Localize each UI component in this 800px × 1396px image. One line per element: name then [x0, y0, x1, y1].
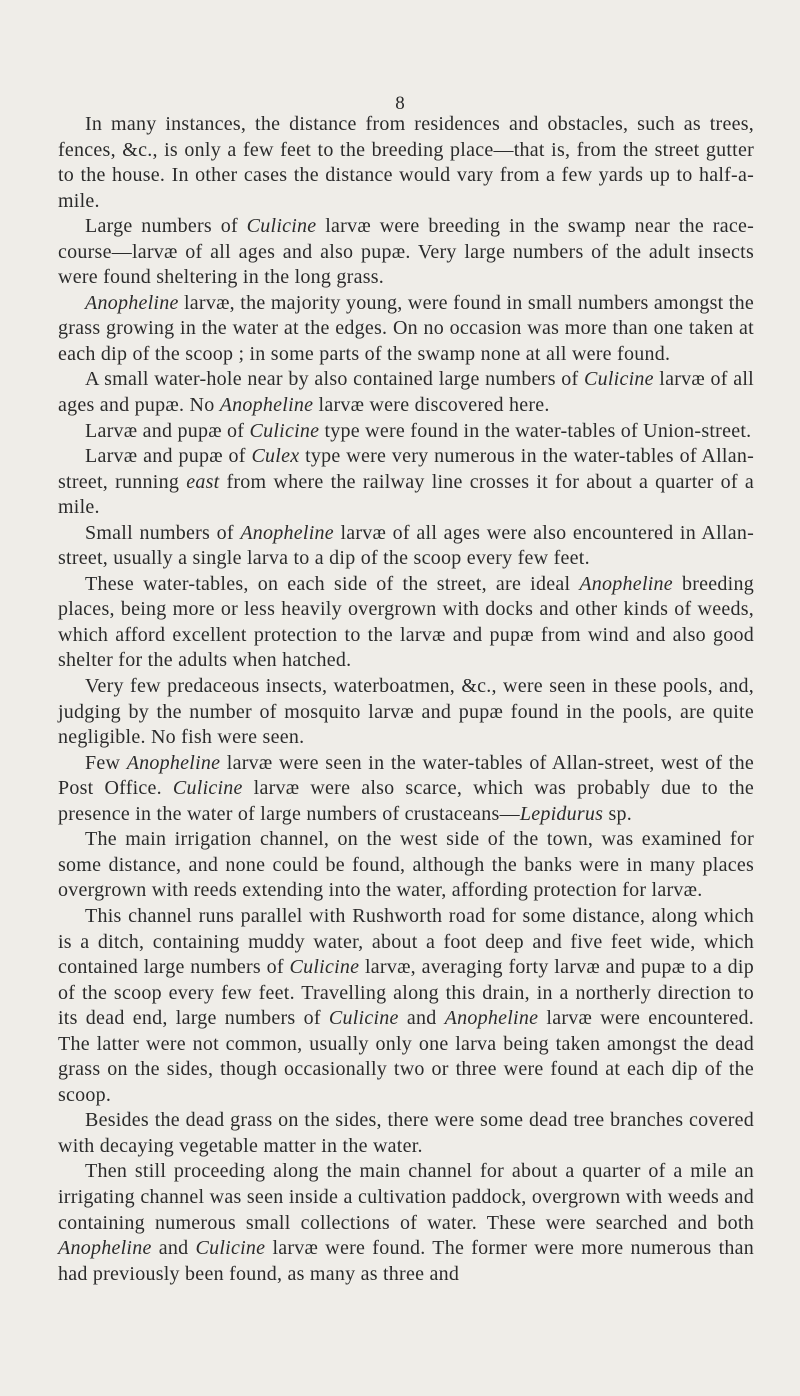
italic-term: Anopheline: [126, 751, 221, 774]
text-run: This channel runs parallel with Rushworth road for some distance, along which is a ditch, containing muddy water, about a foot deep and five feet wide, which contained large numbers of: [58, 904, 754, 979]
italic-term: Culex: [251, 445, 300, 468]
text-run: larvæ were also scarce, which was probably due to the presence in the water of large numbers of crustaceans—: [58, 777, 754, 825]
paragraph: [58, 112, 754, 214]
italic-term: Culicine: [172, 777, 243, 800]
paragraph: [58, 904, 754, 1108]
paragraph: [58, 521, 754, 572]
text-run: type were very numerous in the water-tables of Allan-street, running: [58, 445, 754, 493]
text-run: larvæ were found. The former were more numerous than had previously been found, as many as three and: [58, 1237, 754, 1285]
paragraph: [58, 419, 754, 445]
text-run: larvæ of all ages were also encountered in Allan-street, usually a single larva to a dip of the scoop every few feet.: [58, 521, 754, 570]
paragraph: [58, 827, 754, 904]
italic-term: Lepidurus: [519, 802, 604, 825]
italic-term: Culicine: [195, 1237, 266, 1260]
paragraph: [58, 572, 754, 674]
paragraph: [58, 1108, 754, 1159]
paragraph: [58, 367, 754, 418]
italic-term: Anopheline: [444, 1007, 539, 1030]
italic-term: Anopheline: [219, 394, 314, 417]
text-run: The main irrigation channel, on the west side of the town, was examined for some distance, and none could be found, although the banks were in many places overgrown with reeds extending into the water, affording protection for larvæ.: [58, 828, 754, 902]
text-run: Few: [85, 751, 127, 774]
italic-term: Anopheline: [579, 572, 673, 595]
text-run: larvæ were breeding in the swamp near the race-course—larvæ of all ages and also pupæ. Very large numbers of the adult insects were found sheltering in the long grass.: [58, 215, 754, 289]
text-run: A small water-hole near by also contained large numbers of: [85, 368, 584, 391]
text-run: sp.: [603, 802, 633, 825]
paragraph: [58, 674, 754, 751]
text-run: larvæ, averaging forty larvæ and pupæ to a dip of the scoop every few feet. Travelling along this drain, in a northerly direction to its dead end, large numbers of: [58, 956, 754, 1030]
paragraph: [58, 1159, 754, 1287]
text-run: In many instances, the distance from residences and obstacles, such as trees, fences, &c., is only a few feet to the breeding place—that is, from the street gutter to the house. In other cases the distance would vary from a few yards up to half-a-mile.: [58, 113, 754, 212]
paragraph: [58, 751, 754, 828]
italic-term: Anopheline: [85, 291, 179, 314]
text-run: from where the railway line crosses it for about a quarter of a mile.: [58, 470, 754, 519]
text-run: larvæ were discovered here.: [313, 394, 550, 417]
text-run: Larvæ and pupæ of: [85, 419, 250, 442]
text-run: larvæ were seen in the water-tables of Allan-street, west of the Post Office.: [58, 751, 754, 800]
text-run: Small numbers of: [85, 521, 241, 544]
italic-term: Anopheline: [240, 521, 334, 544]
italic-term: Anopheline: [58, 1237, 152, 1260]
italic-term: Culicine: [584, 368, 654, 391]
text-run: Large numbers of: [85, 215, 247, 238]
text-run: and: [398, 1007, 445, 1030]
italic-term: Culicine: [289, 956, 360, 979]
paragraph: [58, 291, 754, 368]
text-run: type were found in the water-tables of Union-street.: [319, 419, 752, 442]
italic-term: east: [186, 470, 220, 493]
paragraph: [58, 444, 754, 521]
text-run: breeding places, being more or less heavily overgrown with docks and other kinds of weeds, which afford excellent protection to the larvæ and pupæ from wind and also good shelter for the adults when hatched.: [58, 572, 754, 672]
italic-term: Culicine: [249, 419, 320, 442]
page-number: 8: [395, 93, 405, 114]
text-run: Very few predaceous insects, waterboatmen, &c., were seen in these pools, and, judging by the number of mosquito larvæ and pupæ found in the pools, are quite negligible. No fish were seen.: [58, 675, 754, 749]
text-run: Besides the dead grass on the sides, there were some dead tree branches covered with decaying vegetable matter in the water.: [58, 1109, 754, 1157]
italic-term: Culicine: [246, 215, 317, 238]
italic-term: Culicine: [328, 1007, 399, 1030]
paragraph: [58, 214, 754, 291]
text-run: Then still proceeding along the main channel for about a quarter of a mile an irrigating channel was seen inside a cultivation paddock, overgrown with weeds and containing numerous small collections of water. These were searched and both: [58, 1160, 754, 1234]
text-run: and: [151, 1237, 196, 1260]
body-text: [58, 112, 754, 1287]
text-run: larvæ, the majority young, were found in small numbers amongst the grass growing in the water at the edges. On no occasion was more than one taken at each dip of the scoop ; in some parts of the swamp none at all were found.: [58, 291, 754, 365]
text-run: larvæ were encountered. The latter were not common, usually only one larva being taken amongst the dead grass on the sides, though occasionally two or three were found at each dip of the scoop.: [58, 1007, 754, 1106]
text-run: These water-tables, on each side of the street, are ideal: [85, 572, 580, 595]
text-run: larvæ of all ages and pupæ. No: [58, 368, 754, 417]
text-run: Larvæ and pupæ of: [85, 445, 252, 468]
